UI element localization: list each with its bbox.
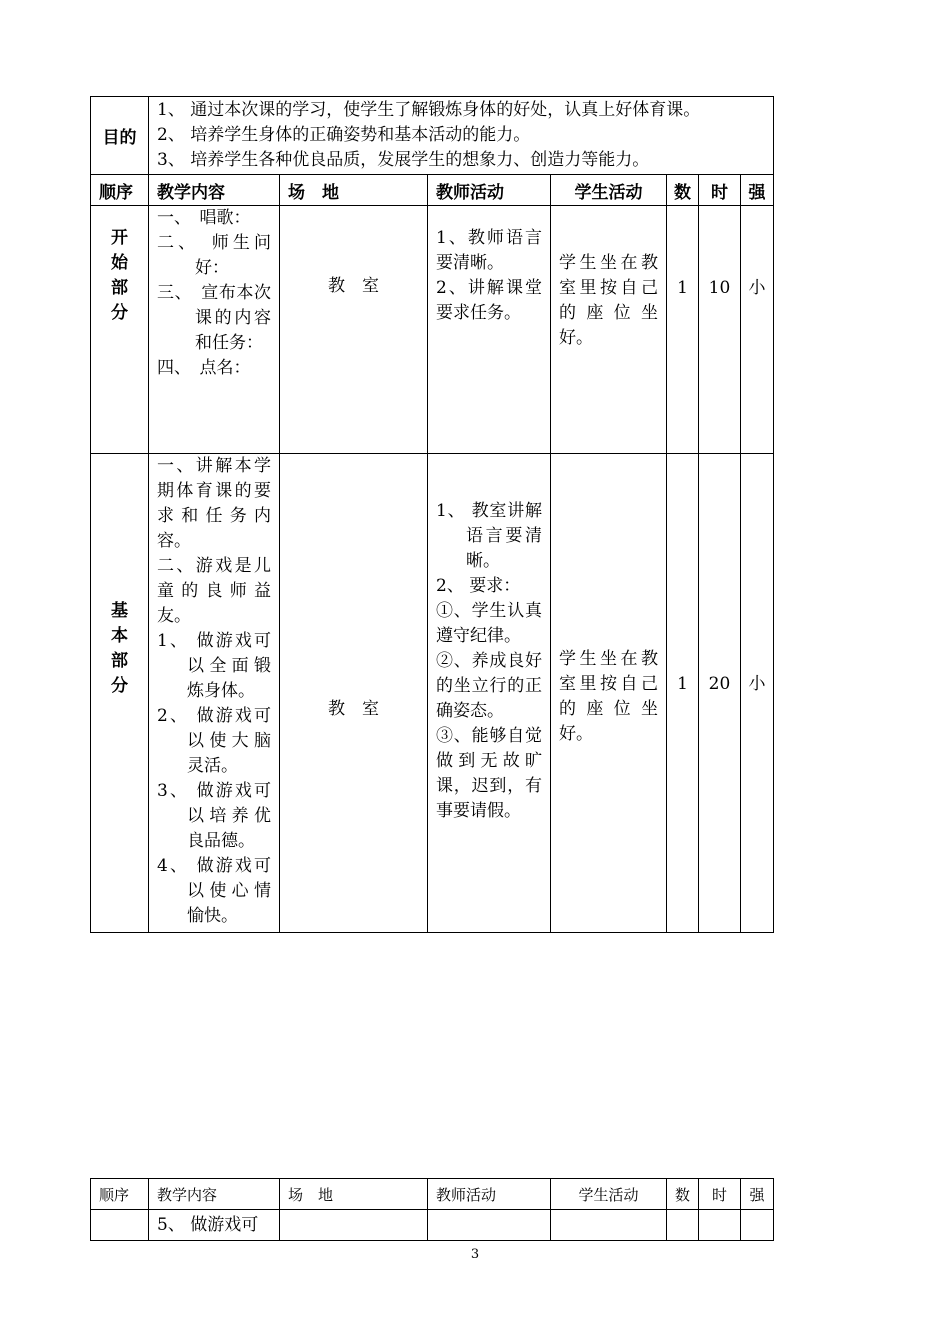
header-content: 教学内容 — [149, 175, 280, 206]
header-intensity: 强 — [741, 175, 774, 206]
cont-student — [551, 1210, 667, 1241]
content-basic-4: 2、 做游戏可以使大脑灵活。 — [157, 706, 271, 776]
cont-content: 5、 做游戏可 — [149, 1210, 280, 1241]
content-basic-5: 3、 做游戏可以培养优良品德。 — [157, 781, 271, 851]
intensity-start: 小 — [741, 206, 774, 454]
table-row-start — [91, 206, 774, 454]
teacher-basic-3: ①、学生认真遵守纪律。 — [436, 601, 542, 646]
cont-header-intensity: 强 — [741, 1179, 774, 1210]
continuation-table — [90, 1178, 774, 1241]
count-basic: 1 — [667, 454, 699, 933]
teacher-start — [428, 206, 551, 454]
header-venue: 场 地 — [280, 175, 428, 206]
cont-header-order: 顺序 — [91, 1179, 149, 1210]
aim-line-2: 2、 培养学生身体的正确姿势和基本活动的能力。 — [157, 125, 531, 145]
header-order: 顺序 — [91, 175, 149, 206]
aim-line-1: 1、 通过本次课的学习，使学生了解锻炼身体的好处，认真上好体育课。 — [157, 100, 701, 120]
teacher-start-1: 1、教师语言要清晰。 — [436, 228, 542, 273]
time-start: 10 — [699, 206, 741, 454]
content-start-3: 三、 宣布本次课的内容和任务： — [157, 283, 271, 353]
content-start-4: 四、 点名： — [157, 358, 251, 378]
cont-teacher — [428, 1210, 551, 1241]
cont-header-venue: 场 地 — [280, 1179, 428, 1210]
content-basic-3: 1、 做游戏可以全面锻炼身体。 — [157, 631, 271, 701]
continuation-header-row — [91, 1179, 774, 1210]
student-basic: 学生坐在教室里按自己的座位坐好。 — [551, 454, 667, 933]
section-basic: 基本部分 — [111, 601, 128, 696]
cont-header-count: 数 — [667, 1179, 699, 1210]
aim-text — [149, 97, 774, 175]
cont-header-teacher: 教师活动 — [428, 1179, 551, 1210]
teacher-basic-2: 2、 要求： — [436, 576, 521, 596]
content-basic-2: 二、游戏是儿童的良师益友。 — [157, 556, 271, 626]
continuation-row — [91, 1210, 774, 1241]
header-teacher: 教师活动 — [428, 175, 551, 206]
aim-label: 目的 — [91, 97, 149, 175]
section-start: 开始部分 — [111, 228, 128, 323]
content-basic — [149, 454, 280, 933]
teacher-basic-4: ②、养成良好的坐立行的正确姿态。 — [436, 651, 542, 721]
content-basic-6: 4、 做游戏可以使心情愉快。 — [157, 856, 271, 926]
content-start — [149, 206, 280, 454]
cont-order — [91, 1210, 149, 1241]
cont-intensity — [741, 1210, 774, 1241]
teacher-basic-5: ③、能够自觉做到无故旷课，迟到，有事要请假。 — [436, 726, 542, 821]
time-basic: 20 — [699, 454, 741, 933]
cont-venue — [280, 1210, 428, 1241]
content-basic-1: 一、讲解本学期体育课的要求和任务内容。 — [157, 456, 271, 551]
venue-start: 教 室 — [280, 206, 428, 454]
header-row — [91, 175, 774, 206]
header-student: 学生活动 — [551, 175, 667, 206]
teacher-basic — [428, 454, 551, 933]
section-label-basic — [91, 454, 149, 933]
section-label-start — [91, 206, 149, 454]
lesson-plan-table — [90, 96, 774, 933]
venue-basic: 教 室 — [280, 454, 428, 933]
cont-header-content: 教学内容 — [149, 1179, 280, 1210]
page-number: 3 — [470, 1247, 480, 1262]
aim-line-3: 3、 培养学生各种优良品质，发展学生的想象力、创造力等能力。 — [157, 150, 650, 170]
table-row-basic — [91, 454, 774, 933]
count-start: 1 — [667, 206, 699, 454]
intensity-basic: 小 — [741, 454, 774, 933]
teacher-start-2: 2、讲解课堂要求任务。 — [436, 278, 542, 323]
cont-time — [699, 1210, 741, 1241]
aim-row — [91, 97, 774, 175]
cont-count — [667, 1210, 699, 1241]
content-start-1: 一、 唱歌： — [157, 208, 251, 228]
content-start-2: 二、 师生问好： — [157, 233, 271, 278]
teacher-basic-1: 1、 教室讲解语言要清晰。 — [436, 501, 542, 571]
student-start: 学生坐在教室里按自己的座位坐好。 — [551, 206, 667, 454]
header-time: 时 — [699, 175, 741, 206]
header-count: 数 — [667, 175, 699, 206]
cont-header-student: 学生活动 — [551, 1179, 667, 1210]
cont-header-time: 时 — [699, 1179, 741, 1210]
